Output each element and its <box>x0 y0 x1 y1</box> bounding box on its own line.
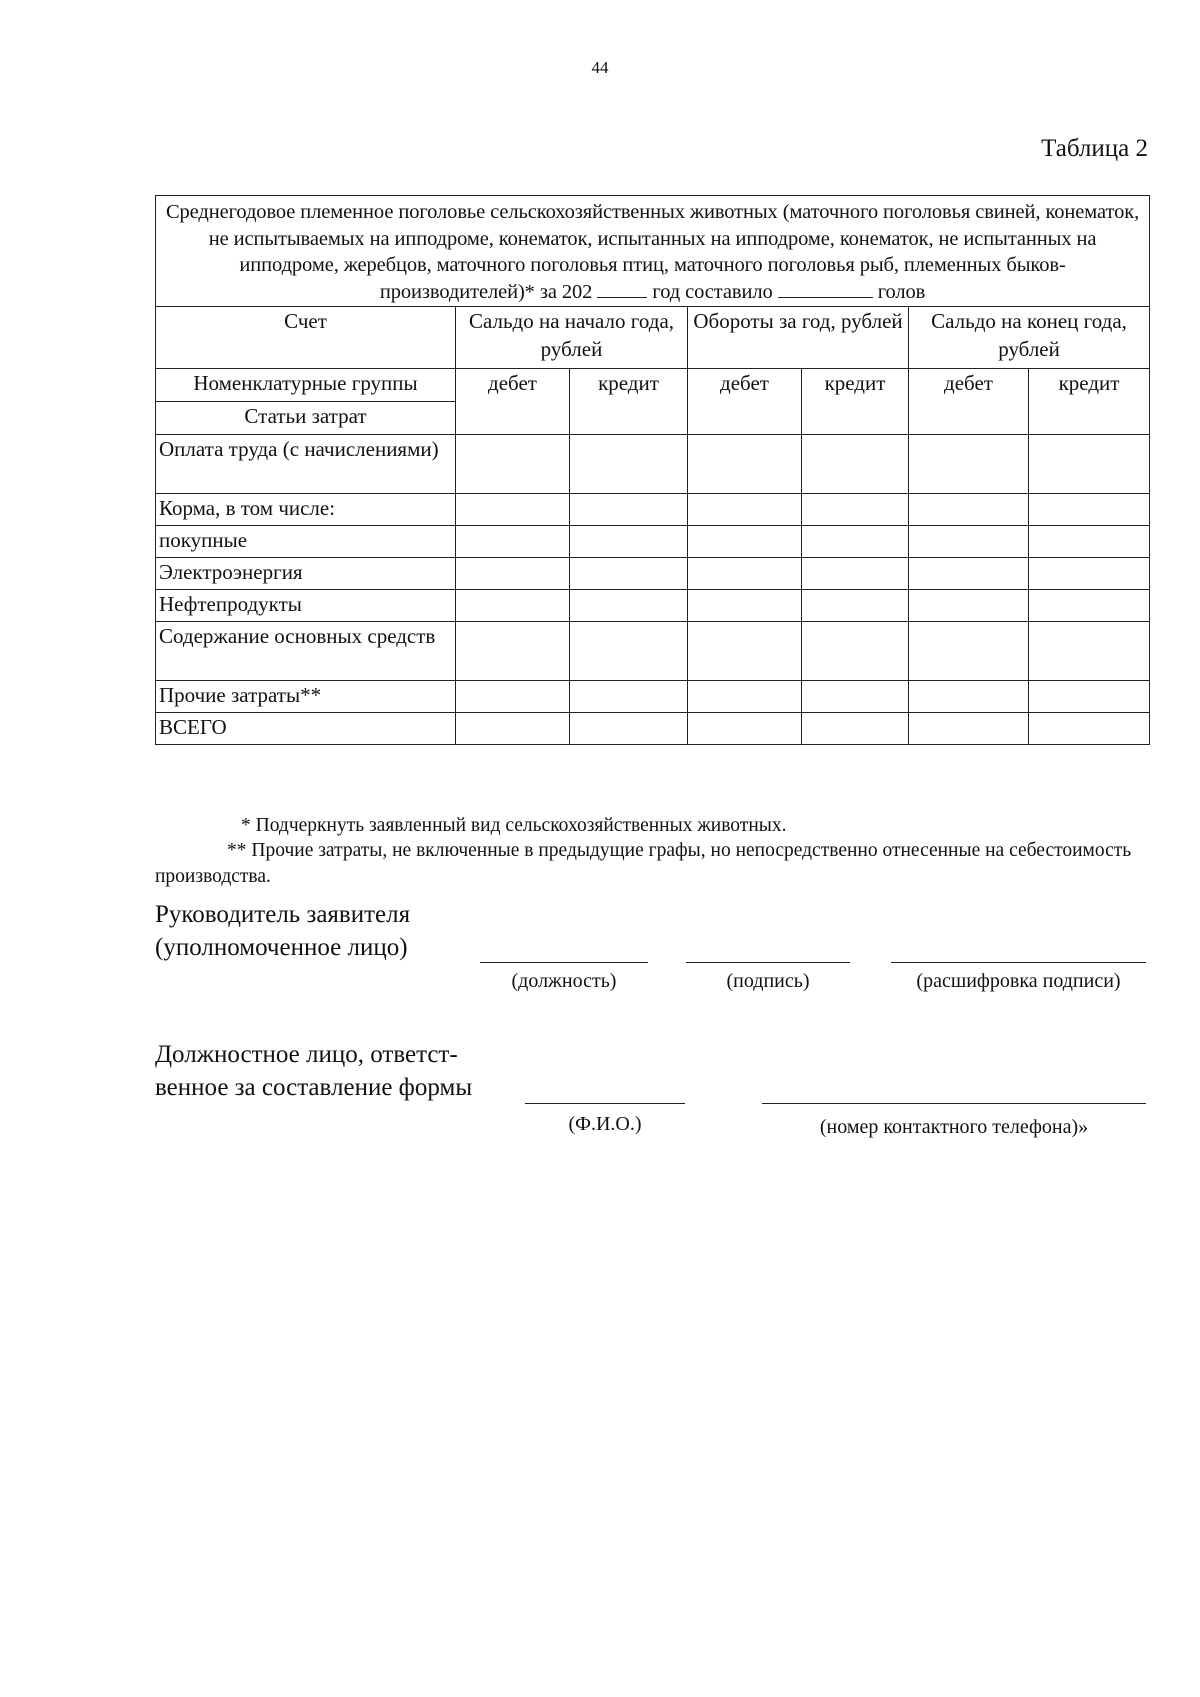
input-cell[interactable] <box>456 526 570 558</box>
input-cell[interactable] <box>688 558 802 590</box>
input-cell[interactable] <box>688 494 802 526</box>
input-cell[interactable] <box>909 558 1029 590</box>
input-cell[interactable] <box>802 526 909 558</box>
input-cell[interactable] <box>1029 558 1150 590</box>
input-cell[interactable] <box>570 622 688 681</box>
input-cell[interactable] <box>1029 622 1150 681</box>
input-cell[interactable] <box>909 435 1029 494</box>
input-cell[interactable] <box>688 526 802 558</box>
input-cell[interactable] <box>802 494 909 526</box>
input-cell[interactable] <box>802 713 909 745</box>
row-label: Электроэнергия <box>156 558 456 590</box>
table-row <box>156 590 1150 622</box>
head-title-line: Руководитель заявителя <box>155 901 411 928</box>
input-cell[interactable] <box>909 713 1029 745</box>
cost-table <box>155 195 1150 745</box>
input-cell[interactable] <box>909 622 1029 681</box>
input-cell[interactable] <box>456 590 570 622</box>
signature-block-2-heading <box>155 1038 472 1104</box>
header-closing-balance: Сальдо на конец года, рублей <box>909 307 1150 369</box>
input-cell[interactable] <box>456 435 570 494</box>
input-cell[interactable] <box>688 681 802 713</box>
input-cell[interactable] <box>570 713 688 745</box>
official-title-line: венное за составление формы <box>155 1074 473 1101</box>
table-caption <box>156 196 1150 307</box>
header-credit: кредит <box>1029 369 1150 435</box>
header-debit: дебет <box>909 369 1029 435</box>
full-name-line[interactable] <box>525 1103 685 1104</box>
input-cell[interactable] <box>688 590 802 622</box>
input-cell[interactable] <box>1029 526 1150 558</box>
table-row <box>156 435 1150 494</box>
caption-middle: год составило <box>652 280 773 303</box>
header-turnover: Обороты за год, рублей <box>688 307 909 369</box>
table-row <box>156 526 1150 558</box>
caption-text: Среднегодовое племенное поголовье сельскохозяйственных животных (маточного поголовья свиней, конематок, не испытываемых на ипподроме, конематок, испытанных на ипподроме, конематок, не испытанных на ипподроме, жеребцов, маточного поголовья птиц, маточного поголовья рыб, племенных быков-производителей)* за 202 <box>165 201 1140 303</box>
input-cell[interactable] <box>688 435 802 494</box>
decoding-caption: (расшифровка подписи) <box>916 970 1121 992</box>
head-title-line: (уполномоченное лицо) <box>155 934 408 961</box>
input-cell[interactable] <box>1029 494 1150 526</box>
input-cell[interactable] <box>456 681 570 713</box>
row-label: ВСЕГО <box>156 713 456 745</box>
input-cell[interactable] <box>456 558 570 590</box>
row-label: Корма, в том числе: <box>156 494 456 526</box>
input-cell[interactable] <box>1029 590 1150 622</box>
input-cell[interactable] <box>570 681 688 713</box>
row-label: Нефтепродукты <box>156 590 456 622</box>
input-cell[interactable] <box>688 622 802 681</box>
input-cell[interactable] <box>909 526 1029 558</box>
table-row <box>156 681 1150 713</box>
page-number: 44 <box>591 58 609 77</box>
header-cost-items: Статьи затрат <box>156 402 456 435</box>
input-cell[interactable] <box>802 622 909 681</box>
input-cell[interactable] <box>1029 681 1150 713</box>
input-cell[interactable] <box>909 681 1029 713</box>
input-cell[interactable] <box>570 558 688 590</box>
row-label: покупные <box>156 526 456 558</box>
table-row <box>156 713 1150 745</box>
signature-block-1-heading <box>155 898 410 964</box>
input-cell[interactable] <box>802 435 909 494</box>
header-credit: кредит <box>570 369 688 435</box>
input-cell[interactable] <box>570 526 688 558</box>
footnote-2: ** Прочие затраты, не включенные в предыдущие графы, но непосредственно отнесенные на себестоимость производства. <box>155 840 1132 887</box>
table-row <box>156 622 1150 681</box>
input-cell[interactable] <box>802 590 909 622</box>
header-nomenclature-groups: Номенклатурные группы <box>156 369 456 402</box>
input-cell[interactable] <box>1029 713 1150 745</box>
phone-line[interactable] <box>762 1103 1146 1104</box>
input-cell[interactable] <box>456 494 570 526</box>
input-cell[interactable] <box>570 590 688 622</box>
position-caption: (должность) <box>511 970 617 992</box>
signature-line[interactable] <box>686 962 850 963</box>
header-account: Счет <box>156 307 456 369</box>
signature-decoding-line[interactable] <box>891 962 1146 963</box>
table-row <box>156 558 1150 590</box>
input-cell[interactable] <box>802 681 909 713</box>
position-line[interactable] <box>480 962 648 963</box>
table-label: Таблица 2 <box>1041 135 1148 162</box>
input-cell[interactable] <box>456 622 570 681</box>
row-label: Содержание основных средств <box>156 622 456 681</box>
full-name-caption: (Ф.И.О.) <box>568 1113 642 1135</box>
caption-end: голов <box>877 280 926 303</box>
table-row <box>156 494 1150 526</box>
header-credit: кредит <box>802 369 909 435</box>
input-cell[interactable] <box>909 494 1029 526</box>
input-cell[interactable] <box>688 713 802 745</box>
input-cell[interactable] <box>909 590 1029 622</box>
header-opening-balance: Сальдо на начало года, рублей <box>456 307 688 369</box>
phone-caption: (номер контактного телефона)» <box>819 1116 1089 1138</box>
input-cell[interactable] <box>1029 435 1150 494</box>
footnote-1: * Подчеркнуть заявленный вид сельскохозяйственных животных. <box>241 815 787 836</box>
year-blank <box>597 279 647 298</box>
head-count-blank <box>778 279 873 298</box>
input-cell[interactable] <box>570 435 688 494</box>
header-debit: дебет <box>456 369 570 435</box>
official-title-line: Должностное лицо, ответст- <box>155 1041 458 1068</box>
header-debit: дебет <box>688 369 802 435</box>
row-label: Оплата труда (с начислениями) <box>156 435 456 494</box>
signature-caption: (подпись) <box>726 970 810 992</box>
input-cell[interactable] <box>456 713 570 745</box>
input-cell[interactable] <box>570 494 688 526</box>
row-label: Прочие затраты** <box>156 681 456 713</box>
input-cell[interactable] <box>802 558 909 590</box>
